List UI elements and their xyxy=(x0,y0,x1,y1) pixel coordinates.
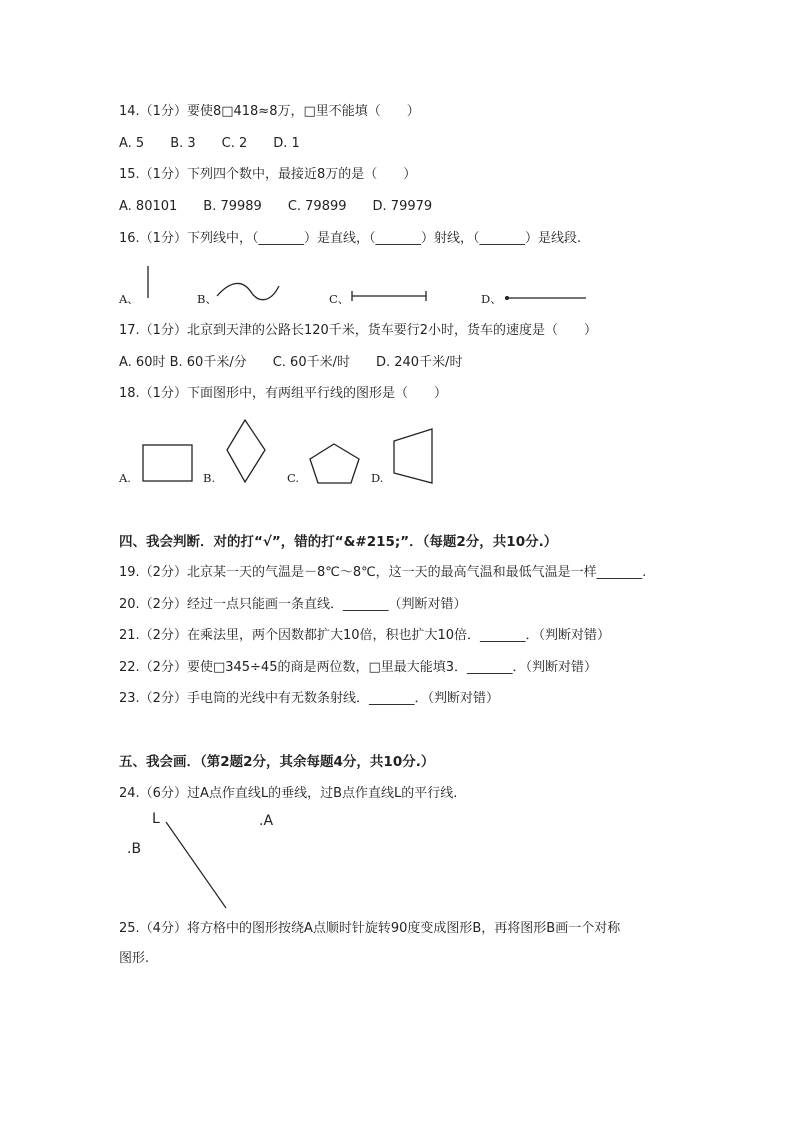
q25-text-line1: 25.（4分）将方格中的图形按绕A点顺时针旋转90度变成图形B，再将图形B画一个对称 xyxy=(119,921,621,936)
q21-text: 21.（2分）在乘法里，两个因数都扩大10倍，积也扩大10倍．_______．（判断对错） xyxy=(119,628,611,643)
q23-text: 23.（2分）手电筒的光线中有无数条射线．_______．（判断对错） xyxy=(119,691,499,706)
q18-label-b: B. xyxy=(203,471,216,485)
q18-figure-pentagon xyxy=(308,442,362,486)
section-4-heading: 四、我会判断．对的打“√”，错的打“&#215;”．（每题2分，共10分.） xyxy=(119,534,558,550)
q16-label-b: B、 xyxy=(197,292,217,306)
q16-figure-b-curve xyxy=(213,280,283,304)
q25-text-line2: 图形. xyxy=(119,951,150,966)
q15-text: 15.（1分）下列四个数中，最接近8万的是（ ） xyxy=(119,167,417,182)
q18-figure-rectangle xyxy=(142,444,194,484)
q24-point-b-label: .B xyxy=(127,841,142,857)
q14-text: 14.（1分）要使8□418≈8万，□里不能填（ ） xyxy=(119,104,420,119)
q22-text: 22.（2分）要使□345÷45的商是两位数，□里最大能填3．_______．（判断对错） xyxy=(119,660,598,675)
section-5-heading: 五、我会画．（第2题2分，其余每题4分，共10分.） xyxy=(119,754,435,770)
q24-text: 24.（6分）过A点作直线L的垂线，过B点作直线L的平行线. xyxy=(119,786,458,801)
q17-options: A. 60时 B. 60千米/分 C. 60千米/时 D. 240千米/时 xyxy=(119,355,463,370)
q15-options: A. 80101 B. 79989 C. 79899 D. 79979 xyxy=(119,199,433,214)
q16-label-c: C、 xyxy=(329,292,350,306)
q16-label-a: A、 xyxy=(119,292,139,306)
q24-point-a-label: .A xyxy=(259,813,274,829)
q24-line-l-label: L xyxy=(152,811,160,827)
q18-label-d: D. xyxy=(371,471,384,485)
q16-figure-d-ray xyxy=(502,290,592,306)
q20-text: 20.（2分）经过一点只能画一条直线．_______（判断对错） xyxy=(119,597,467,612)
q19-text: 19.（2分）北京某一天的气温是－8℃～8℃，这一天的最高气温和最低气温是一样_______. xyxy=(119,565,647,580)
q18-label-a: A. xyxy=(119,471,131,485)
q16-figure-a-line xyxy=(140,262,160,302)
q18-label-c: C. xyxy=(287,471,300,485)
q18-figure-trapezoid xyxy=(392,427,436,485)
q16-text: 16.（1分）下列线中，（_______）是直线，（_______）射线，（_______）是线段. xyxy=(119,231,582,246)
q17-text: 17.（1分）北京到天津的公路长120千米，货车要行2小时，货车的速度是（ ） xyxy=(119,323,598,338)
q18-figure-rhombus xyxy=(225,418,269,486)
q16-label-d: D、 xyxy=(481,292,502,306)
q14-options: A. 5 B. 3 C. 2 D. 1 xyxy=(119,136,300,151)
q16-figure-c-segment xyxy=(348,288,430,304)
q24-line-l xyxy=(160,818,232,912)
q18-text: 18.（1分）下面图形中，有两组平行线的图形是（ ） xyxy=(119,386,447,401)
